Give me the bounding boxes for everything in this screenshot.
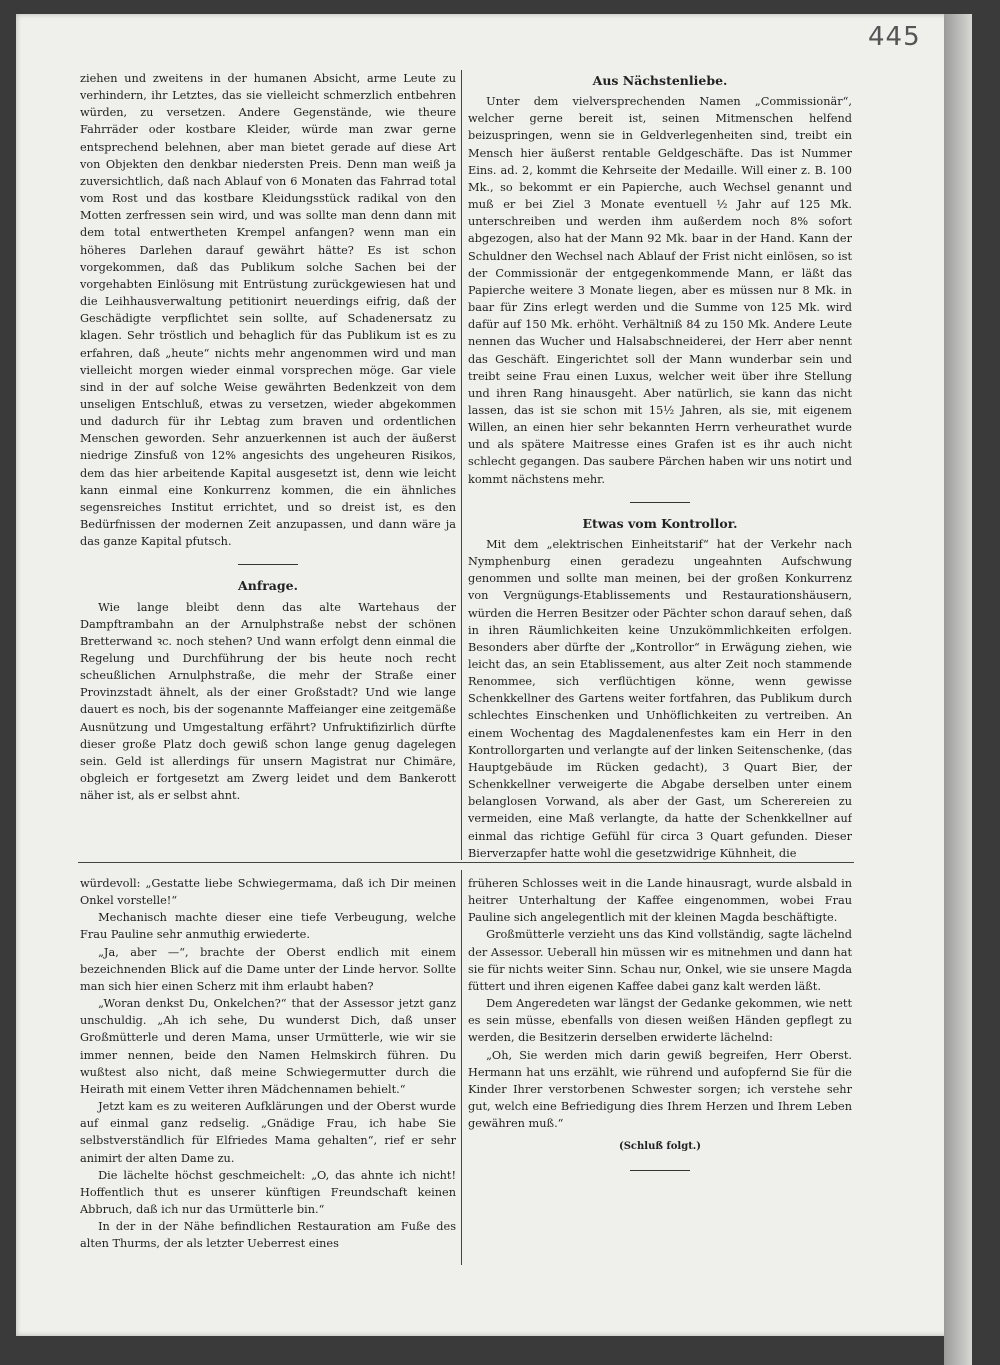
column-divider-bottom (461, 870, 462, 1265)
story-paragraph: Die lächelte höchst geschmeichelt: „O, das ahnte ich nicht! Hoffentlich thut es unserer künftigen Freundschaft keinen Abbruch, daß ich nur das Urmütterle bin.“ (80, 1168, 456, 1216)
article-paragraph: ziehen und zweitens in der humanen Absicht, arme Leute zu verhindern, ihr Letztes, das sie vielleicht schmerzlich entbehren würden, zu versetzen. Andere Gegenstände, wie theure Fahrräder oder kostbare Kleider, würde man zwar gerne entsprechend belehnen, aber man bietet gerade auf diese Art von Objekten den denkbar niedersten Preis. Denn man weiß ja zuversichtlich, daß nach Ablauf von 6 Monaten das Fahrrad total vom Rost und das kostbare Kleidungsstück radikal von den Motten zerfressen sein wird, und was sollte man denn dann mit dem total entwertheten Krempel anfangen? wenn man ein höheres Darlehen darauf gewährt hätte? Es ist schon vorgekommen, daß das Publikum solche Sachen bei der vorgehabten Einlösung mit Entrüstung zurückgewiesen hat und die Leihhausverwaltung petitionirt neuerdings eifrig, daß der Geschädigte verpflichtet sein sollte, auf Schadenersatz zu klagen. Sehr tröstlich und behaglich für das Publikum ist es zu erfahren, daß „heute“ nichts mehr angenommen wird und man vielleicht morgen wieder einmal vorsprechen möge. Gar viele sind in der auf solche Weise gewährten Bedenkzeit von dem unseligen Entschluß, etwas zu versetzen, wieder abgekommen und dadurch für ihr Lebtag zum braven und ordentlichen Menschen geworden. Sehr anzuerkennen ist auch der äußerst niedrige Zinsfuß von 12% angesichts des ungeheuren Risikos, dem das hier arbeitende Kapital ausgesetzt ist, denn wie leicht kann einmal eine Konkurrenz kommen, die ein ähnliches segensreiches Institut errichtet, und so dreist ist, es den Bedürfnissen der modernen Zeit anzupassen, und dann wäre ja das ganze Kapital pfutsch. (80, 72, 456, 549)
article-heading-kontrollor: Etwas vom Kontrollor. (582, 515, 738, 531)
story-paragraph: „Ja, aber —“, brachte der Oberst endlich mit einem bezeichnenden Blick auf die Dame unter der Linde hervor. Sollte man sich hier einen Scherz mit ihm erlaubt haben? (80, 945, 456, 993)
article-paragraph: Wie lange bleibt denn das alte Wartehaus der Dampftrambahn an der Arnulphstraße nebst der schönen Bretterwand ꝛc. noch stehen? Und wann erfolgt denn einmal die Regelung und Durchführung der bis heute noch recht scheußlichen Arnulphstraße, die mehr der Straße einer Provinzstadt ähnelt, als der einer Großstadt? Und wie lange dauert es noch, bis der sogenannte Maffeianger eine zeitgemäße Ausnützung und Umgestaltung erfährt? Unfruktifizirlich dürfte dieser große Platz doch gewiß schon lange genug dagelegen sein. Geld ist allerdings für unsern Magistrat nur Chimäre, obgleich er fortgesetzt am Zwerg leidet und dem Bankerott näher ist, als er selbst ahnt. (80, 600, 456, 803)
continuation-note: (Schluß folgt.) (618, 1141, 702, 1153)
story-paragraph: In der in der Nähe befindlichen Restauration am Fuße des alten Thurms, der als letzter Ueberrest eines (80, 1220, 456, 1251)
column-divider-top (461, 70, 462, 860)
story-paragraph: „Oh, Sie werden mich darin gewiß begreifen, Herr Oberst. Hermann hat uns erzählt, wie rührend und aufopfernd Sie für die Kinder Ihrer verstorbenen Schwester sorgen; ich verstehe sehr gut, welch eine Befriedigung dies Ihrem Herzen und Ihrem Leben gewähren muß.“ (468, 1048, 852, 1131)
section-divider (78, 862, 854, 863)
story-paragraph: früheren Schlosses weit in die Lande hinausragt, wurde alsbald in heitrer Unterhaltung der Kaffee eingenommen, wobei Frau Pauline sich angelegentlich mit der kleinen Magda beschäftigte. (468, 877, 852, 925)
story-paragraph: „Woran denkst Du, Onkelchen?“ that der Assessor jetzt ganz unschuldig. „Ah ich sehe, Du wunderst Dich, daß unser Großmütterle und deren Mama, unser Urmütterle, wie wir sie immer nennen, beide den Namen Helmskirch führen. Du wußtest also nicht, daß meine Schwiegermutter durch die Heirath mit einem Vetter ihren Mädchennamen behielt.“ (80, 997, 456, 1096)
column-bottom-left (80, 875, 456, 1265)
article-paragraph: Mit dem „elektrischen Einheitstarif“ hat der Verkehr nach Nymphenburg einen geradezu ungeahnten Aufschwung genommen und sollte man meinen, bei der großen Konkurrenz von Vergnügungs-Etablissements und Restaurationshäusern, würden die Herren Besitzer oder Pächter schon darauf sehen, daß in ihren Räumlichkeiten keine Unzukömmlichkeiten erfolgen. Besonders aber dürfte der „Kontrollor“ in Erwägung ziehen, wie leicht das, an sein Etablissement, aus alter Zeit noch stammende Renommee, sich verflüchtigen könne, wenn gewisse Schenkkellner des Gartens weiter fortfahren, das Publikum durch schlechtes Einschenken und Unhöflichkeiten zu vertreiben. An einem Wochentag des Magdalenenfestes kam ein Herr in den Kontrollorgarten und verlangte auf der linken Seitenschenke, (das Hauptgebäude im Rücken gedacht), 3 Quart Bier, der Schenkkellner verweigerte die Abgabe derselben unter einem belanglosen Vorwand, als aber der Gast, um Scherereien zu vermeiden, eine Maß verlangte, da hatte der Schenkkellner auf einmal das richtige Gefühl für circa 3 Quart gefunden. Dieser Bierverzapfer hatte wohl die gesetzwidrige Kühnheit, die (468, 537, 852, 860)
story-paragraph: Jetzt kam es zu weiteren Aufklärungen und der Oberst wurde auf einmal ganz redselig. „Gnädige Frau, ich habe Sie selbstverständlich für Elfriedes Mama gehalten“, rief er sehr animirt der alten Dame zu. (80, 1100, 456, 1165)
story-paragraph: Mechanisch machte dieser eine tiefe Verbeugung, welche Frau Pauline sehr anmuthig erwiederte. (80, 911, 456, 942)
column-bottom-right (468, 875, 852, 1265)
article-separator (238, 564, 298, 565)
story-paragraph: würdevoll: „Gestatte liebe Schwiegermama, daß ich Dir meinen Onkel vorstelle!“ (80, 877, 456, 908)
column-top-left (80, 70, 456, 850)
story-paragraph: Dem Angeredeten war längst der Gedanke gekommen, wie nett es sein müsse, ebenfalls von diesen weißen Händen gepflegt zu werden, die Besitzerin derselben erwiderte lächelnd: (468, 997, 852, 1045)
article-heading-naechstenliebe: Aus Nächstenliebe. (592, 73, 728, 88)
article-paragraph: Unter dem vielversprechenden Namen „Commissionär“, welcher gerne bereit ist, seinen Mitmenschen helfend beizuspringen, wenn sie in Geldverlegenheiten sind, treibt ein Mensch hier äußerst rentable Geldgeschäfte. Das ist Nummer Eins. ad. 2, kommt die Kehrseite der Medaille. Will einer z. B. 100 Mk., so bekommt er ein Papierche, auch Wechsel genannt und muß er bei Ziel 3 Monate eventuell ½ Jahr auf 125 Mk. unterschreiben und werden ihm außerdem noch 8% sofort abgezogen, also hat der Mann 92 Mk. baar in der Hand. Kann der Schuldner den Wechsel nach Ablauf der Frist nicht einlösen, so ist der Commissionär der entgegenkommende Mann, er läßt das Papierche weitere 3 Monate liegen, aber es müssen nur 8 Mk. in baar für Zins erlegt werden und die Summe von 125 Mk. wird dafür auf 150 Mk. erhöht. Verhältniß 84 zu 150 Mk. Andere Leute nennen das Wucher und Halsabschneiderei, der Herr aber nennt das Geschäft. Eingerichtet soll der Mann wunderbar sein und treibt seine Frau einen Luxus, welcher weit über ihre Stellung und ihren Rang hinausgeht. Aber natürlich, sie kann das nicht lassen, das ist sie schon mit 15½ Jahren, als sie, mit eigenem Willen, an einen hier sehr bekannten Herrn verheurathet wurde und als spätere Maitresse eines Grafen ist es ihr auch nicht schlecht gegangen. Das saubere Pärchen haben wir uns notirt und kommt nächstens mehr. (468, 95, 852, 486)
story-paragraph: Großmütterle verzieht uns das Kind vollständig, sagte lächelnd der Assessor. Ueberall hin müssen wir es mitnehmen und dann hat sie für nichts weiter Sinn. Schau nur, Onkel, wie sie unsere Magda füttert und ihren eigenen Kaffee dabei ganz kalt werden läßt. (468, 928, 852, 993)
page-edge-shadow (944, 14, 972, 1365)
article-separator (630, 502, 690, 503)
article-end-rule (630, 1170, 690, 1171)
column-top-right (468, 70, 852, 860)
page-number: 445 (868, 22, 921, 52)
article-heading-anfrage: Anfrage. (238, 578, 298, 594)
